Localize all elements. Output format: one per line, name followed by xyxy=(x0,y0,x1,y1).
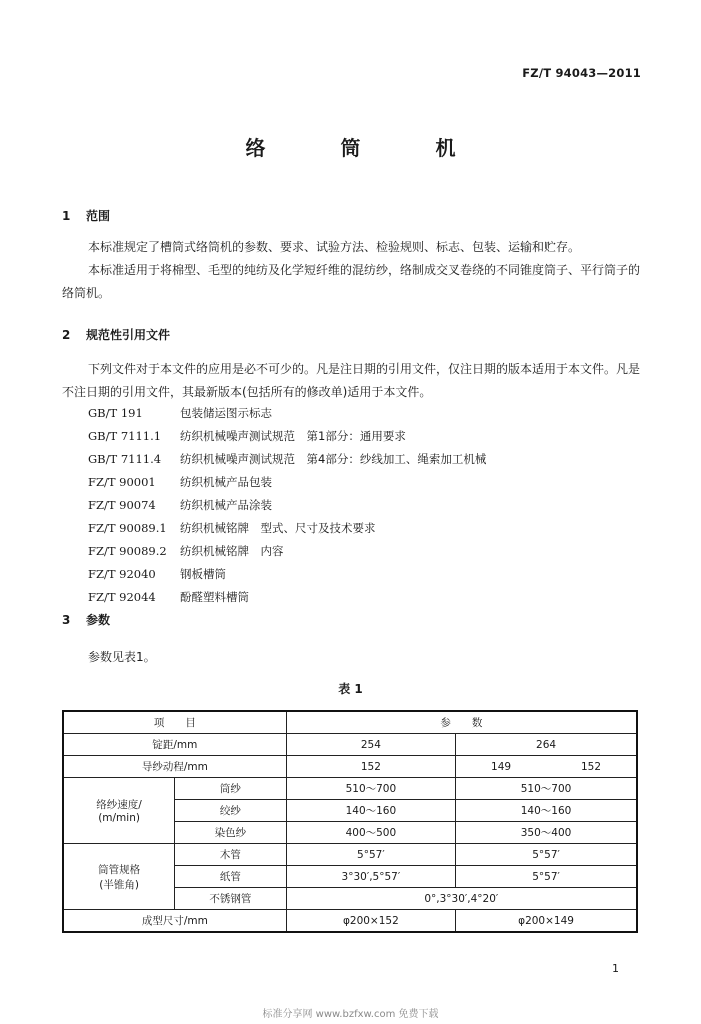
section-title: 规范性引用文件 xyxy=(86,328,171,342)
row-label: 锭距/mm xyxy=(63,734,286,756)
group-label xyxy=(63,844,175,910)
section-number: 1 xyxy=(62,209,71,223)
reference-code: FZ/T 90001 xyxy=(88,475,156,489)
value-cell: 140～160 xyxy=(286,800,455,822)
reference-code: FZ/T 90089.1 xyxy=(88,521,167,535)
section-2-heading xyxy=(62,326,170,343)
value-cell: 5°57′ xyxy=(456,866,637,888)
header-params-cell: 参 数 xyxy=(286,711,637,734)
reference-title: 纺织机械噪声测试规范 第1部分：通用要求 xyxy=(180,429,406,443)
table-row xyxy=(63,734,637,756)
value-part: 149 xyxy=(491,760,512,773)
reference-title: 钢板槽筒 xyxy=(180,567,226,581)
parameters-paragraph: 参数见表1。 xyxy=(88,650,156,664)
row-label: 纸管 xyxy=(175,866,287,888)
reference-code: FZ/T 90074 xyxy=(88,498,156,512)
value-cell: 264 xyxy=(456,734,637,756)
group-label xyxy=(63,778,175,844)
page-number: 1 xyxy=(612,962,619,975)
scope-paragraph-1: 本标准规定了槽筒式络筒机的参数、要求、试验方法、检验规则、标志、包装、运输和贮存。 xyxy=(88,240,581,254)
table-row xyxy=(63,844,637,866)
section-3-heading xyxy=(62,611,110,628)
table-row xyxy=(63,711,637,734)
row-label: 成型尺寸/mm xyxy=(63,910,286,933)
standard-code: FZ/T 94043—2011 xyxy=(522,66,641,80)
group-label-line: 络纱速度/ xyxy=(96,799,142,811)
reference-code: FZ/T 92044 xyxy=(88,590,156,604)
reference-item xyxy=(88,428,406,444)
reference-code: FZ/T 92040 xyxy=(88,567,156,581)
reference-item xyxy=(88,543,284,559)
reference-title: 纺织机械产品包装 xyxy=(180,475,272,489)
row-label: 筒纱 xyxy=(175,778,287,800)
value-cell: 3°30′,5°57′ xyxy=(286,866,455,888)
section-1-heading xyxy=(62,207,110,224)
reference-item xyxy=(88,497,272,513)
reference-code: FZ/T 90089.2 xyxy=(88,544,167,558)
table-row xyxy=(63,778,637,800)
value-cell: φ200×149 xyxy=(456,910,637,933)
value-cell: 140～160 xyxy=(456,800,637,822)
row-label: 导纱动程/mm xyxy=(63,756,286,778)
row-label: 不锈钢管 xyxy=(175,888,287,910)
section-title: 参数 xyxy=(86,613,111,627)
group-label-line: (半锥角) xyxy=(99,878,139,891)
reference-item xyxy=(88,474,272,490)
group-label-line: 筒管规格 xyxy=(98,863,141,876)
reference-title: 纺织机械铭牌 内容 xyxy=(180,544,284,558)
value-cell: 152 xyxy=(286,756,455,778)
document-title: 络 筒 机 xyxy=(245,136,490,160)
group-label-line: (m/min) xyxy=(98,812,140,824)
value-cell: 350～400 xyxy=(456,822,637,844)
section-number: 3 xyxy=(62,613,71,627)
value-cell: 0°,3°30′,4°20′ xyxy=(286,888,637,910)
table-row xyxy=(63,756,637,778)
section-number: 2 xyxy=(62,328,71,342)
reference-code: GB/T 191 xyxy=(88,406,143,420)
value-cell: 5°57′ xyxy=(456,844,637,866)
reference-title: 包装储运图示标志 xyxy=(180,406,272,420)
value-cell: 510～700 xyxy=(286,778,455,800)
references-intro: 下列文件对于本文件的应用是必不可少的。凡是注日期的引用文件，仅注日期的版本适用于本文件。凡是不注日期的引用文件，其最新版本(包括所有的修改单)适用于本文件。 xyxy=(62,362,641,399)
scope-paragraph-2: 本标准适用于将棉型、毛型的纯纺及化学短纤维的混纺纱，络制成交叉卷绕的不同锥度筒子、平行筒子的络筒机。 xyxy=(62,263,641,300)
value-cell: 400～500 xyxy=(286,822,455,844)
reference-code: GB/T 7111.1 xyxy=(88,429,162,443)
header-item-cell: 项 目 xyxy=(63,711,286,734)
value-cell: 510～700 xyxy=(456,778,637,800)
reference-item xyxy=(88,589,249,605)
parameters-table xyxy=(62,710,638,933)
row-label: 染色纱 xyxy=(175,822,287,844)
value-cell xyxy=(456,756,637,778)
footer-watermark: 标准分享网 www.bzfxw.com 免费下载 xyxy=(262,1009,439,1020)
reference-title: 纺织机械铭牌 型式、尺寸及技术要求 xyxy=(180,521,376,535)
section-title: 范围 xyxy=(86,209,111,223)
table-caption: 表 1 xyxy=(338,682,363,696)
reference-title: 酚醛塑料槽筒 xyxy=(180,590,249,604)
reference-title: 纺织机械噪声测试规范 第4部分：纱线加工、绳索加工机械 xyxy=(180,452,487,466)
value-part: 152 xyxy=(580,760,602,773)
value-cell: 5°57′ xyxy=(286,844,455,866)
row-label: 绞纱 xyxy=(175,800,287,822)
row-label: 木管 xyxy=(175,844,287,866)
value-cell: 254 xyxy=(286,734,455,756)
reference-item xyxy=(88,405,272,421)
table-row xyxy=(63,910,637,933)
reference-item xyxy=(88,451,486,467)
reference-item xyxy=(88,520,376,536)
reference-code: GB/T 7111.4 xyxy=(88,452,162,466)
reference-item xyxy=(88,566,226,582)
reference-title: 纺织机械产品涂装 xyxy=(180,498,272,512)
value-cell: φ200×152 xyxy=(286,910,455,933)
